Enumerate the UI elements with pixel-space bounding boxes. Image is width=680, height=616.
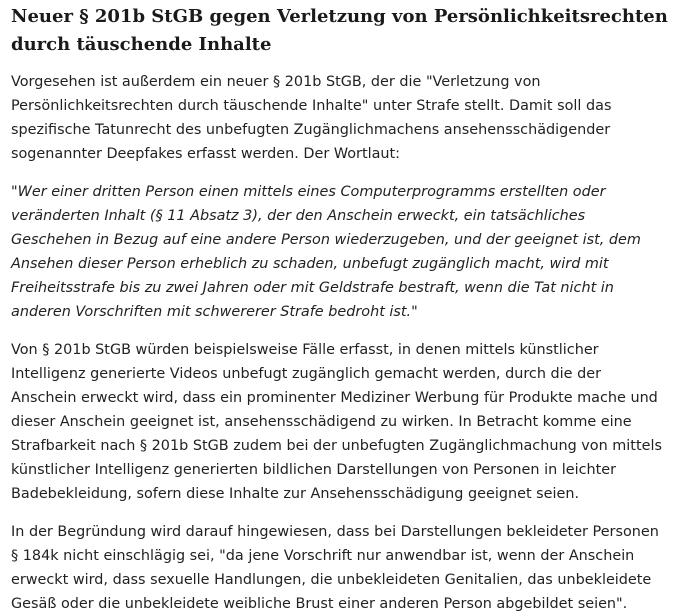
examples-paragraph: Von § 201b StGB würden beispielsweise Fälle erfasst, in denen mittels künstlicher Intelligenz generierte Videos unbefugt zugänglich gemacht werden, durch die der Anschein erweckt wird, dass ein prominenter Mediziner Werbung für Produkte mache und dieser Anschein geeignet ist, ansehensschädigend zu wirken. In Betracht komme eine Strafbarkeit nach § 201b StGB zudem bei der unbefugten Zugänglichmachung von mittels künstlicher Intelligenz generierten bildlichen Darstellungen von Personen in leichter Badebekleidung, sofern diese Inhalte zur Ansehensschädigung geeignet seien. xyxy=(11,342,662,502)
intro-paragraph: Vorgesehen ist außerdem ein neuer § 201b StGB, der die "Verletzung von Persönlichkeitsrechten durch täuschende Inhalte" unter Strafe stellt. Damit soll das spezifische Tatunrecht des unbefugten Zugänglichmachens ansehensschädigender sogenannter Deepfakes erfasst werden. Der Wortlaut: xyxy=(11,74,612,162)
section-heading: Neuer § 201b StGB gegen Verletzung von Persönlichkeitsrechten durch täuschende Inhalte xyxy=(11,6,668,55)
statute-quote: "Wer einer dritten Person einen mittels eines Computerprogramms erstellten oder veränderten Inhalt (§ 11 Absatz 3), der den Anschein erweckt, ein tatsächliches Geschehen in Bezug auf eine andere Person wiederzugeben, und der geeignet ist, dem Ansehen dieser Person erheblich zu schaden, unbefugt zugänglich macht, wird mit Freiheitsstrafe bis zu zwei Jahren oder mit Geldstrafe bestraft, wenn die Tat nicht in anderen Vorschriften mit schwererer Strafe bedroht ist." xyxy=(11,184,641,320)
justification-paragraph: In der Begründung wird darauf hingewiesen, dass bei Darstellungen bekleideter Personen § 184k nicht einschlägig sei, "da jene Vorschrift nur anwendbar ist, wenn der Anschein erweckt wird, dass sexuelle Handlungen, die unbekleideten Genitalien, das unbekleidete Gesäß oder die unbekleidete weibliche Brust einer anderen Person abgebildet seien". xyxy=(11,524,659,612)
